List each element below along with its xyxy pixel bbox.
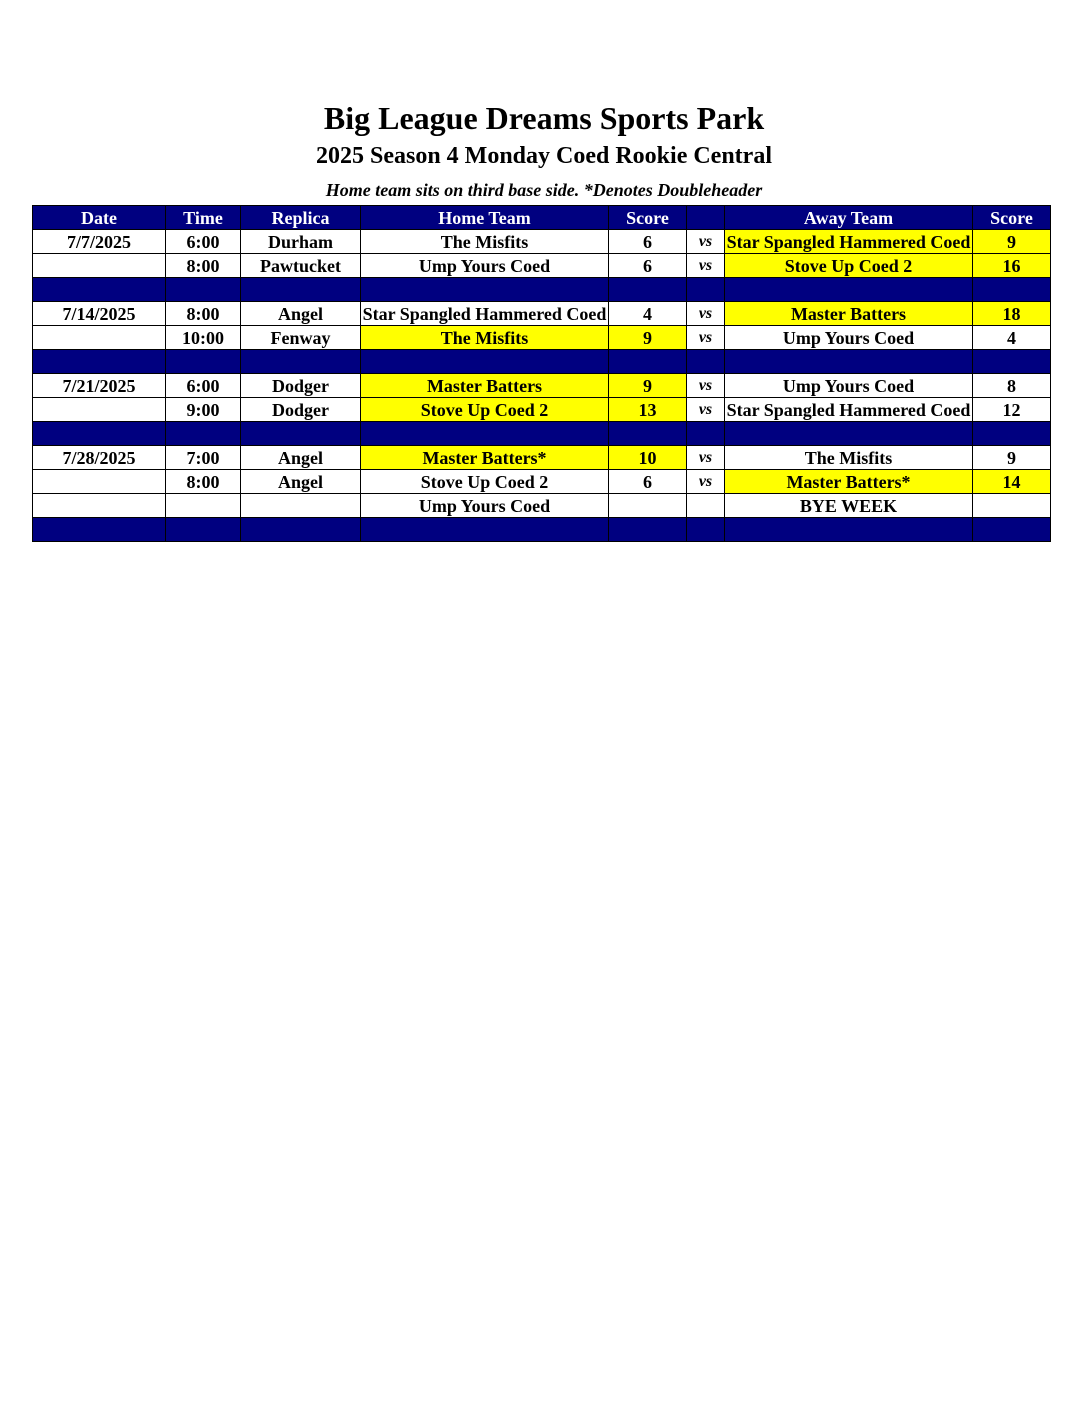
column-header-date: Date [33, 206, 166, 230]
cell-vs: vs [687, 398, 725, 422]
cell-home-score: 6 [609, 470, 687, 494]
cell-time: 9:00 [166, 398, 241, 422]
week-separator-row [33, 518, 1051, 542]
cell-date [33, 326, 166, 350]
cell-replica: Angel [241, 446, 361, 470]
table-row [33, 302, 1051, 326]
cell-away-team: Ump Yours Coed [725, 326, 973, 350]
cell-home-score: 13 [609, 398, 687, 422]
cell-time: 6:00 [166, 230, 241, 254]
column-header-vs [687, 206, 725, 230]
cell-away-team-text: Star Spangled Hammered Coed [726, 399, 971, 420]
cell-away-score: 16 [973, 254, 1051, 278]
cell-date: 7/14/2025 [33, 302, 166, 326]
cell-away-team: BYE WEEK [725, 494, 973, 518]
cell-away-score: 9 [973, 230, 1051, 254]
cell-replica: Fenway [241, 326, 361, 350]
cell-vs: vs [687, 302, 725, 326]
table-header-row [33, 206, 1051, 230]
cell-home-score: 6 [609, 254, 687, 278]
table-row [33, 494, 1051, 518]
cell-home-team: The Misfits [361, 326, 609, 350]
column-header-home-score: Score [609, 206, 687, 230]
cell-away-team: Stove Up Coed 2 [725, 254, 973, 278]
cell-date [33, 494, 166, 518]
cell-away-score: 14 [973, 470, 1051, 494]
week-separator-row [33, 278, 1051, 302]
week-separator-row [33, 350, 1051, 374]
cell-time: 7:00 [166, 446, 241, 470]
cell-replica: Pawtucket [241, 254, 361, 278]
cell-home-team: The Misfits [361, 230, 609, 254]
cell-vs: vs [687, 446, 725, 470]
cell-time: 8:00 [166, 470, 241, 494]
cell-home-team: Master Batters [361, 374, 609, 398]
cell-home-team: Ump Yours Coed [361, 494, 609, 518]
cell-vs: vs [687, 326, 725, 350]
page-subtitle: 2025 Season 4 Monday Coed Rookie Central [315, 143, 772, 169]
cell-home-team [361, 302, 609, 326]
cell-replica: Angel [241, 302, 361, 326]
cell-away-score: 4 [973, 326, 1051, 350]
table-row [33, 470, 1051, 494]
cell-date: 7/7/2025 [33, 230, 166, 254]
table-row [33, 446, 1051, 470]
cell-vs: vs [687, 230, 725, 254]
column-header-away-score: Score [973, 206, 1051, 230]
week-separator-row [33, 422, 1051, 446]
cell-away-team: Master Batters [725, 302, 973, 326]
cell-replica [241, 494, 361, 518]
cell-away-team-text: Star Spangled Hammered Coed [726, 231, 971, 252]
table-row [33, 230, 1051, 254]
schedule-table [32, 205, 1051, 542]
cell-time: 10:00 [166, 326, 241, 350]
cell-date: 7/28/2025 [33, 446, 166, 470]
cell-away-score: 9 [973, 446, 1051, 470]
cell-away-team [725, 398, 973, 422]
cell-home-team: Stove Up Coed 2 [361, 470, 609, 494]
cell-away-score: 12 [973, 398, 1051, 422]
cell-time: 8:00 [166, 302, 241, 326]
cell-vs: vs [687, 374, 725, 398]
cell-date [33, 470, 166, 494]
cell-away-score: 8 [973, 374, 1051, 398]
cell-away-team: The Misfits [725, 446, 973, 470]
cell-replica: Durham [241, 230, 361, 254]
cell-away-score [973, 494, 1051, 518]
cell-home-score: 6 [609, 230, 687, 254]
cell-home-score [609, 494, 687, 518]
cell-home-score: 9 [609, 374, 687, 398]
table-row [33, 398, 1051, 422]
cell-time [166, 494, 241, 518]
cell-home-team-text: Star Spangled Hammered Coed [362, 303, 607, 324]
cell-away-team [725, 230, 973, 254]
cell-replica: Dodger [241, 374, 361, 398]
cell-home-team: Stove Up Coed 2 [361, 398, 609, 422]
schedule-note: Home team sits on third base side. *Denotes Doubleheader [325, 180, 763, 200]
table-row [33, 326, 1051, 350]
cell-away-team: Master Batters* [725, 470, 973, 494]
cell-replica: Angel [241, 470, 361, 494]
cell-vs: vs [687, 254, 725, 278]
cell-home-team: Ump Yours Coed [361, 254, 609, 278]
cell-date [33, 254, 166, 278]
column-header-away-team: Away Team [725, 206, 973, 230]
cell-vs [687, 494, 725, 518]
cell-home-score: 10 [609, 446, 687, 470]
table-row [33, 374, 1051, 398]
cell-date [33, 398, 166, 422]
cell-time: 8:00 [166, 254, 241, 278]
table-row [33, 254, 1051, 278]
cell-date: 7/21/2025 [33, 374, 166, 398]
column-header-time: Time [166, 206, 241, 230]
cell-vs: vs [687, 470, 725, 494]
page-title: Big League Dreams Sports Park [323, 100, 765, 136]
cell-replica: Dodger [241, 398, 361, 422]
cell-away-team: Ump Yours Coed [725, 374, 973, 398]
cell-time: 6:00 [166, 374, 241, 398]
cell-home-score: 9 [609, 326, 687, 350]
cell-home-team: Master Batters* [361, 446, 609, 470]
cell-away-score: 18 [973, 302, 1051, 326]
column-header-replica: Replica [241, 206, 361, 230]
cell-home-score: 4 [609, 302, 687, 326]
column-header-home-team: Home Team [361, 206, 609, 230]
